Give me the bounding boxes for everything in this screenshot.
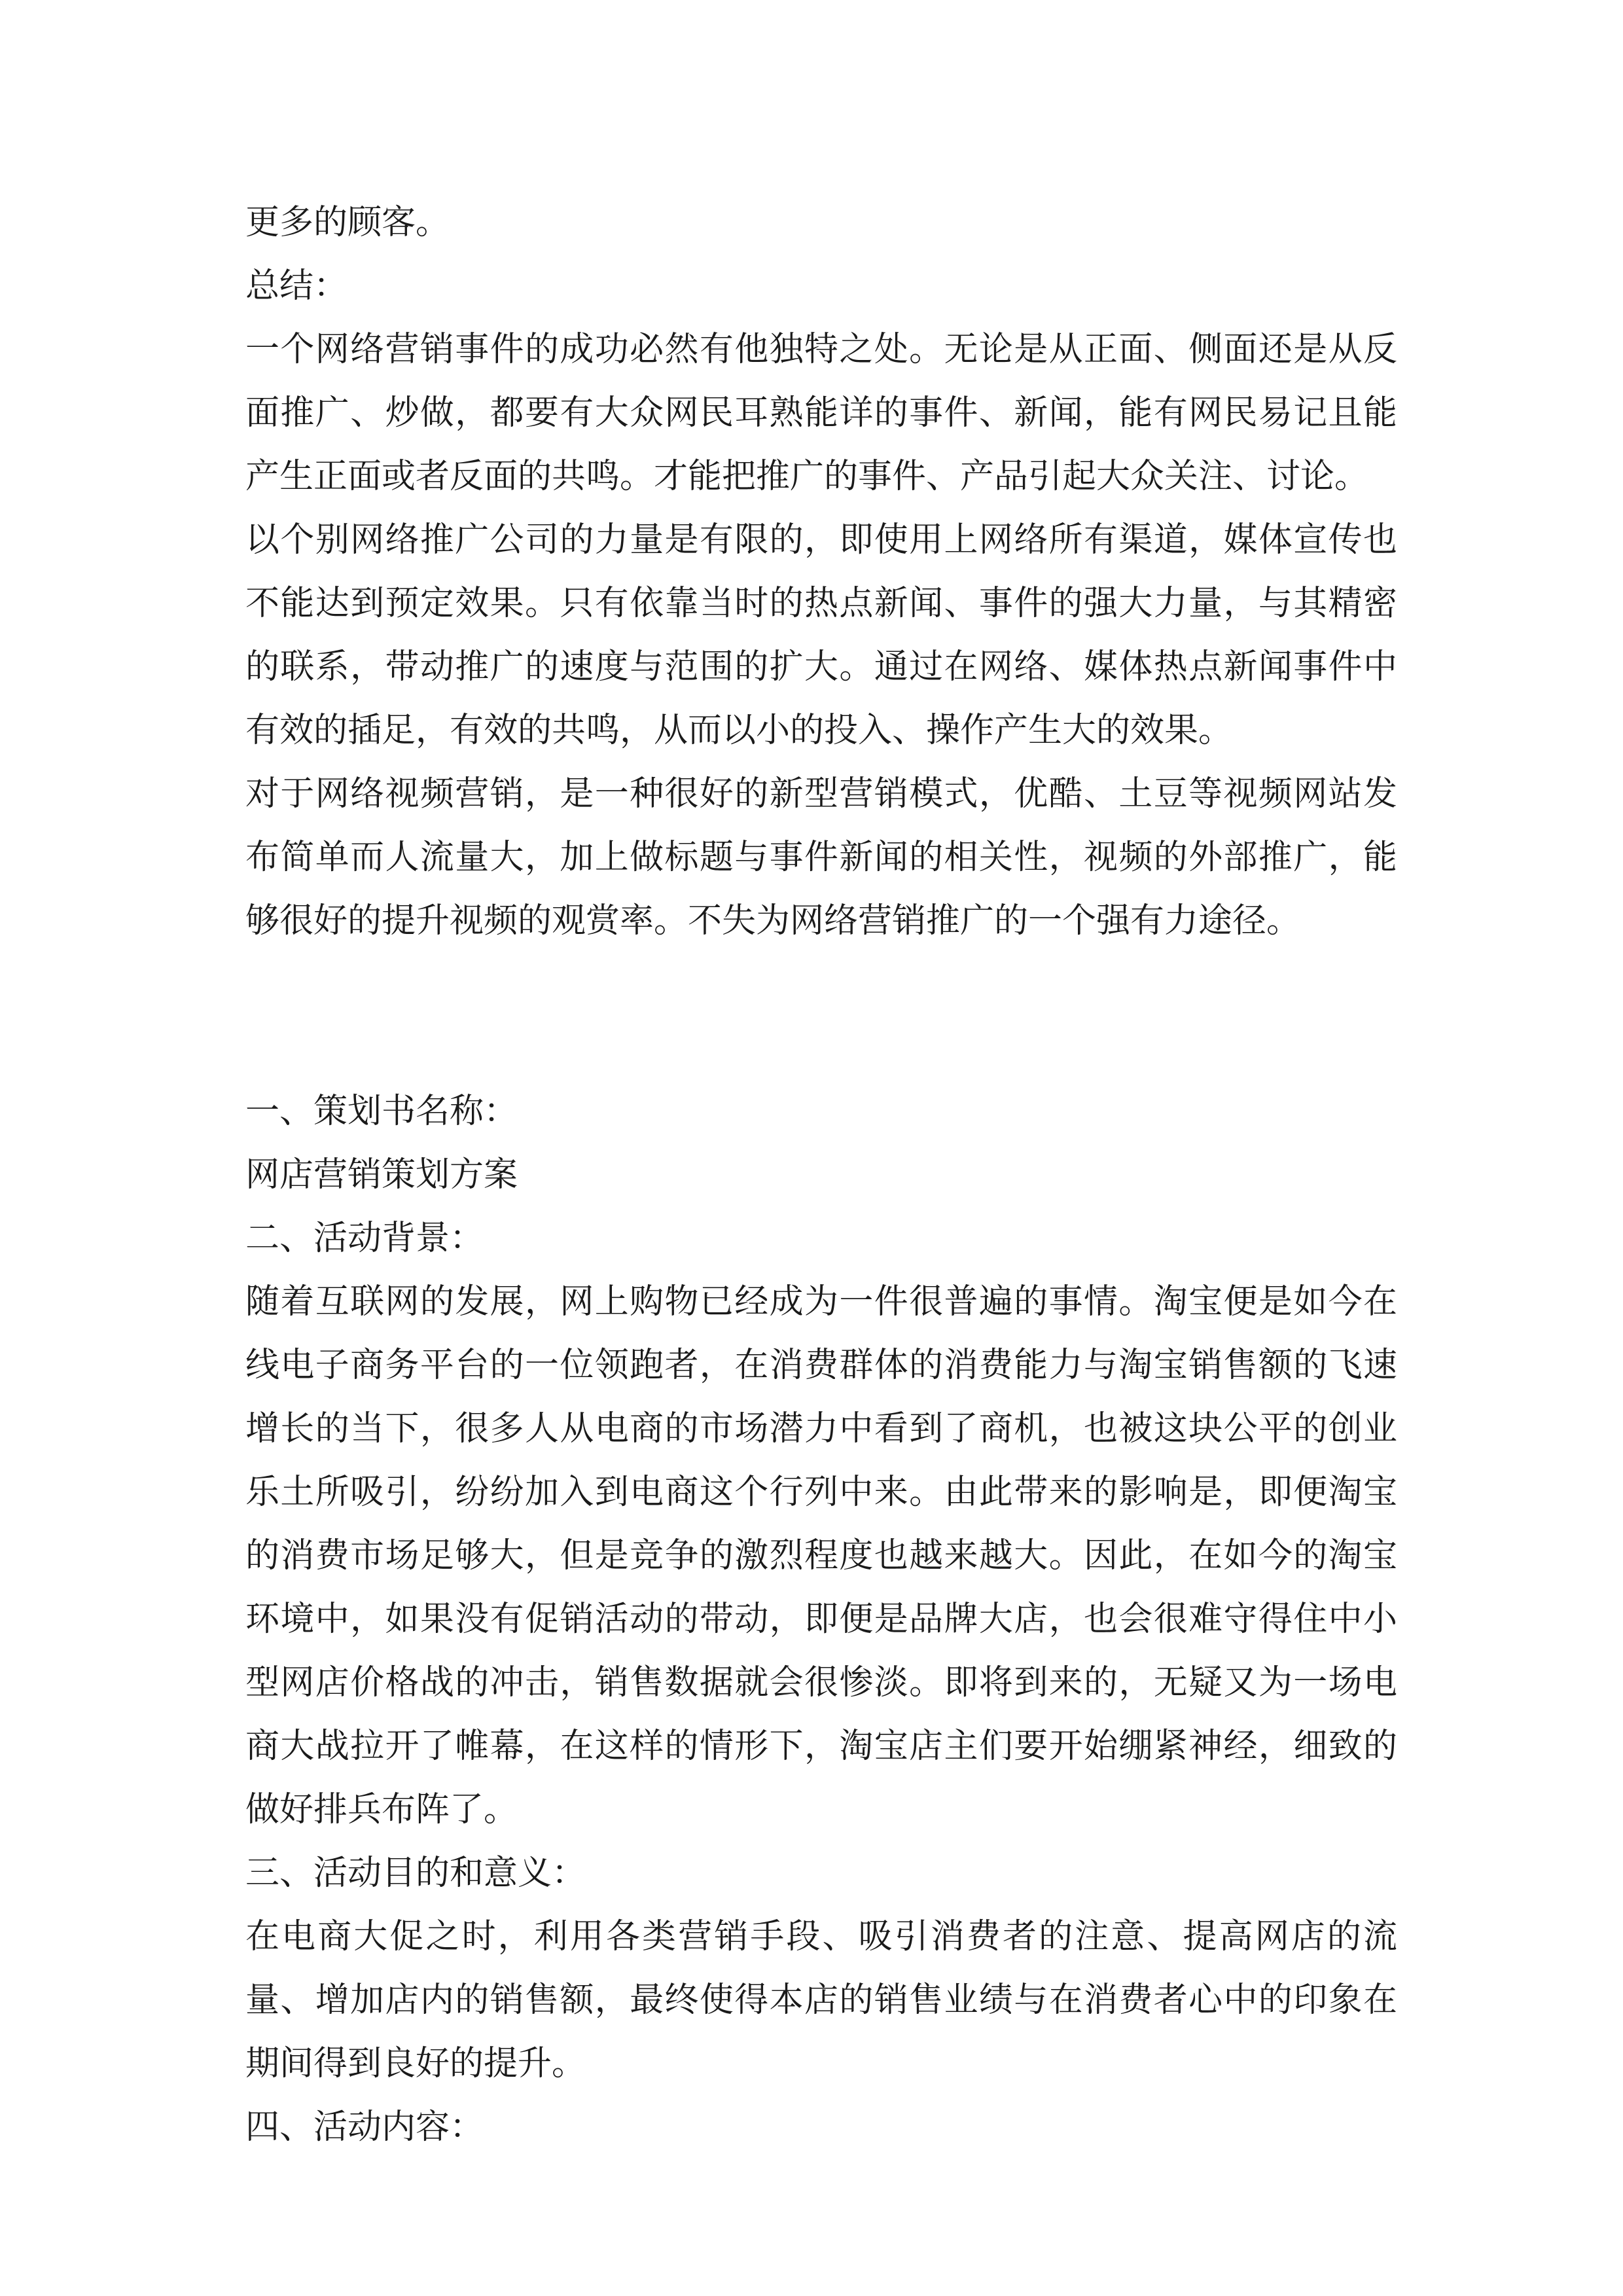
summary-heading: 总结： [245,266,348,306]
section-spacer [245,953,1397,1080]
paragraph: 以个别网络推广公司的力量是有限的，即使用上网络所有渠道，媒体宣传也不能达到预定效果。只有依靠当时的热点新闻、事件的强大力量，与其精密的联系，带动推广的速度与范围的扩大。通过在网络、媒体热点新闻事件中有效的插足，有效的共鸣，从而以小的投入、操作产生大的效果。 [245,520,1397,750]
paragraph: 一个网络营销事件的成功必然有他独特之处。无论是从正面、侧面还是从反面推广、炒做，都要有大众网民耳熟能详的事件、新闻，能有网民易记且能产生正面或者反面的共鸣。才能把推广的事件、产品引起大众关注、讨论。 [245,330,1397,496]
section-heading: 四、活动内容： [245,2108,484,2147]
section-heading: 一、策划书名称： [245,1092,518,1131]
paragraph-continuation: 更多的顾客。 [245,203,450,242]
document-body [245,191,1397,2159]
paragraph: 在电商大促之时，利用各类营销手段、吸引消费者的注意、提高网店的流量、增加店内的销售额，最终使得本店的销售业绩与在消费者心中的印象在期间得到良好的提升。 [245,1917,1397,2083]
section-heading: 二、活动背景： [245,1219,484,1258]
paragraph: 对于网络视频营销，是一种很好的新型营销模式，优酷、土豆等视频网站发布简单而人流量大，加上做标题与事件新闻的相关性，视频的外部推广，能够很好的提升视频的观赏率。不失为网络营销推广的一个强有力途径。 [245,774,1397,941]
section-heading: 三、活动目的和意义： [245,1854,586,1893]
plan-title: 网店营销策划方案 [245,1155,518,1194]
paragraph: 随着互联网的发展，网上购物已经成为一件很普遍的事情。淘宝便是如今在线电子商务平台的一位领跑者，在消费群体的消费能力与淘宝销售额的飞速增长的当下，很多人从电商的市场潜力中看到了商机，也被这块公平的创业乐土所吸引，纷纷加入到电商这个行列中来。由此带来的影响是，即便淘宝的消费市场足够大，但是竞争的激烈程度也越来越大。因此，在如今的淘宝环境中，如果没有促销活动的带动，即便是品牌大店，也会很难守得住中小型网店价格战的冲击，销售数据就会很惨淡。即将到来的，无疑又为一场电商大战拉开了帷幕，在这样的情形下，淘宝店主们要开始绷紧神经，细致的做好排兵布阵了。 [245,1282,1397,1829]
